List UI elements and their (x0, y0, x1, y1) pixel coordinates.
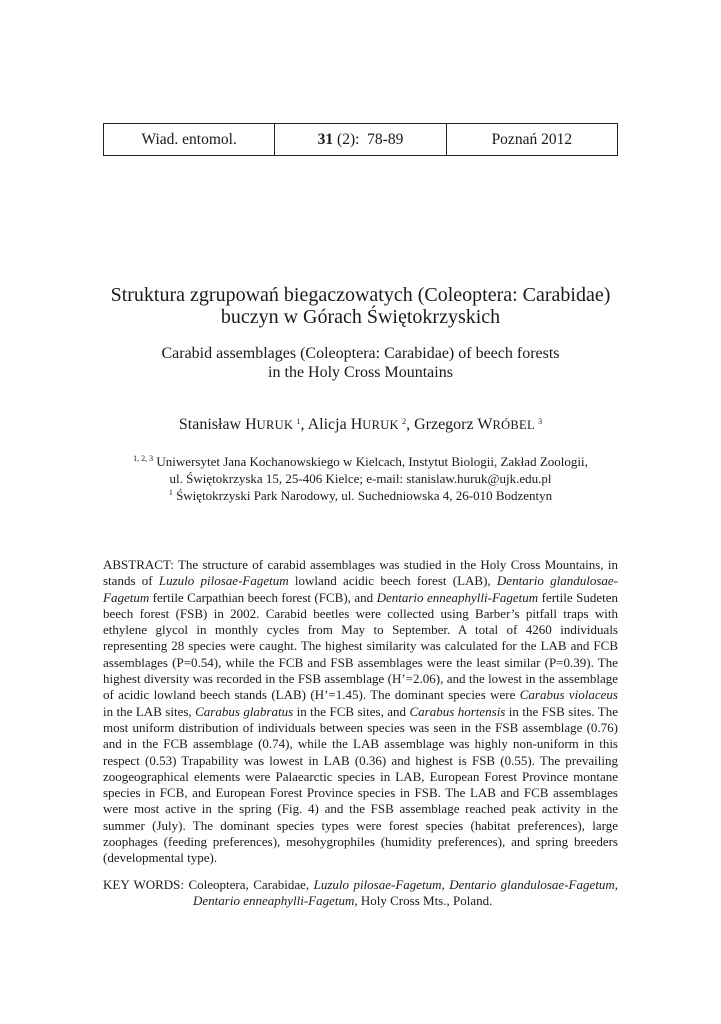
affiliation-1-line-1: Uniwersytet Jana Kochanowskiego w Kielcach, Instytut Biologii, Zakład Zoologii, (153, 454, 588, 469)
affiliation-1-marker: 1, 2, 3 (133, 454, 154, 463)
author: Alicja HURUK $^2$ (307, 416, 407, 433)
affiliation-2 (60, 487, 661, 504)
title-polish-line-2: buczyn w Górach Świętokrzyskich (220, 306, 501, 328)
affiliation-1-line-2: ul. Świętokrzyska 15, 25-406 Kielce; e-mail: stanislaw.huruk@ujk.edu.pl (169, 471, 552, 486)
affiliation-1 (60, 453, 661, 487)
affiliation-2-marker: 1 (168, 488, 173, 497)
volume-number: 31 (317, 130, 334, 148)
title-polish-line-1: Struktura zgrupowań biegaczowatych (Coleoptera: Carabidae) (110, 284, 611, 306)
journal-name: Wiad. entomol. (141, 130, 237, 148)
author-list: Stanisław HURUK $^1$, Alicja HURUK $^2$, Grzegorz WRÓBEL $^3$ (178, 416, 543, 433)
title-english-line-2: in the Holy Cross Mountains (268, 364, 453, 381)
affiliation-2-line-1: Świętokrzyski Park Narodowy, ul. Suchedniowska 4, 26-010 Bodzentyn (172, 488, 553, 503)
title-english-line-1: Carabid assemblages (Coleoptera: Carabidae) of beech forests (161, 345, 560, 362)
author: Stanisław HURUK $^1$ (178, 416, 301, 433)
place-year-cell (446, 124, 617, 155)
issue-pages: (2): 78-89 (333, 130, 404, 148)
place-year: Poznań 2012 (491, 130, 573, 148)
title-polish (60, 284, 661, 328)
abstract: ABSTRACT: The structure of carabid assemblages was studied in the Holy Cross Mountains, in stands of Luzulo pilosae-Fagetum lowland acidic beech forest (LAB), Dentario glandulosae-Fagetum fertile Carpathian beech forest (FCB), and Dentario enneaphylli-Fagetum fertile Sudeten beech forest (FSB) in 2002. Carabid beetles were collected using Barber’s pitfall traps with ethylene glycol in monthly cycles from May to September. A total of 4260 individuals representing 28 species were caught. The highest similarity was calculated for the LAB and FCB assemblages (P=0.54), while the FCB and FSB assemblages were the least similar (P=0.39). The highest diversity was recorded in the FSB assemblage (H’=2.06), and the lowest in the assemblage of acidic lowland beech stands (LAB) (H’=1.45). The dominant species were Carabus violaceus in the LAB sites, Carabus glabratus in the FCB sites, and Carabus hortensis in the FSB sites. The most uniform distribution of individuals between species was seen in the FSB assemblage (0.76) and in the FCB assemblage (0.74), while the LAB assemblage was highly non-uniform in this respect (0.53) Trapability was lowest in LAB (0.36) and highest is FSB (0.55). The prevailing zoogeographical elements were Palaearctic species in LAB, European Forest Province montane species in FCB, and European Forest Province species in FSB. The LAB and FCB assemblages were most active in the spring (Fig. 4) and the FSB assemblage reached peak activity in the summer (July). The dominant species types were forest species (habitat preferences), large zoophages (feeding preferences), mesohygrophiles (humidity preferences), and spring breeders (developmental type). (103, 557, 619, 866)
title-english (60, 344, 661, 382)
journal-header-table (103, 123, 618, 156)
keywords: KEY WORDS: Coleoptera, Carabidae, Luzulo pilosae-Fagetum, Dentario glandulosae-Fagetum, Dentario enneaphylli-Fagetum, Holy Cross Mts., Poland. (103, 877, 618, 909)
author: Grzegorz WRÓBEL $^3$ (414, 416, 543, 433)
journal-name-cell (104, 124, 274, 155)
volume-cell (274, 124, 445, 155)
